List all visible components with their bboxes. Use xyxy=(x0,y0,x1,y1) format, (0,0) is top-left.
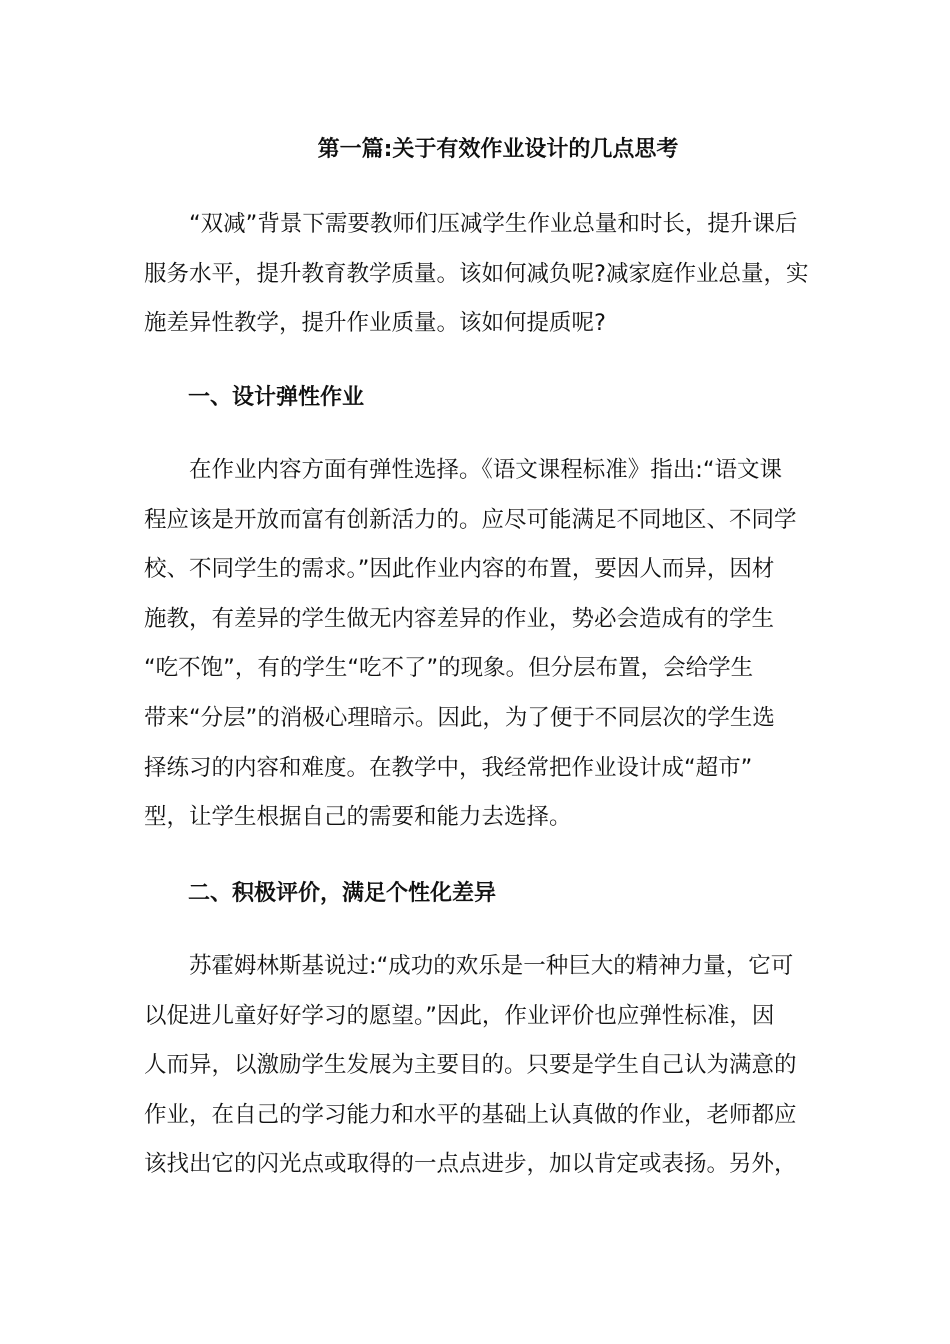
section-heading-2: 二、积极评价，满足个性化差异 xyxy=(188,881,497,906)
paragraph-line: 服务水平，提升教育教学质量。该如何减负呢?减家庭作业总量，实 xyxy=(144,260,809,287)
paragraph-line: 带来“分层”的消极心理暗示。因此，为了便于不同层次的学生选 xyxy=(144,704,775,731)
paragraph-line: 型，让学生根据自己的需要和能力去选择。 xyxy=(144,804,572,831)
document-title: 第一篇:关于有效作业设计的几点思考 xyxy=(317,137,679,162)
section-heading-1: 一、设计弹性作业 xyxy=(188,385,365,410)
paragraph-line: 施教，有差异的学生做无内容差异的作业，势必会造成有的学生 xyxy=(144,605,775,632)
paragraph-line: 择练习的内容和难度。在教学中，我经常把作业设计成“超市” xyxy=(144,754,753,781)
paragraph-line: 该找出它的闪光点或取得的一点点进步，加以肯定或表扬。另外， xyxy=(144,1151,797,1178)
paragraph-line: 施差异性教学，提升作业质量。该如何提质呢? xyxy=(144,310,606,337)
paragraph-line: 人而异，以激励学生发展为主要目的。只要是学生自己认为满意的 xyxy=(144,1052,797,1079)
paragraph-line: “双减”背景下需要教师们压减学生作业总量和时长，提升课后 xyxy=(144,211,798,237)
section2-paragraph xyxy=(144,942,812,1190)
paragraph-line: 程应该是开放而富有创新活力的。应尽可能满足不同地区、不同学 xyxy=(144,506,797,533)
paragraph-line: 校、不同学生的需求。”因此作业内容的布置，要因人而异，因材 xyxy=(144,556,775,583)
paragraph-line: 在作业内容方面有弹性选择。《语文课程标准》指出:“语文课 xyxy=(144,457,782,483)
section1-paragraph xyxy=(144,446,812,843)
paragraph-line: 作业，在自己的学习能力和水平的基础上认真做的作业，老师都应 xyxy=(144,1101,797,1128)
paragraph-line: “吃不饱”，有的学生“吃不了”的现象。但分层布置，会给学生 xyxy=(144,655,754,682)
paragraph-line: 苏霍姆林斯基说过:“成功的欢乐是一种巨大的精神力量，它可 xyxy=(144,953,794,979)
paragraph-line: 以促进儿童好好学习的愿望。”因此，作业评价也应弹性标准，因 xyxy=(144,1002,775,1029)
intro-paragraph xyxy=(144,200,812,349)
